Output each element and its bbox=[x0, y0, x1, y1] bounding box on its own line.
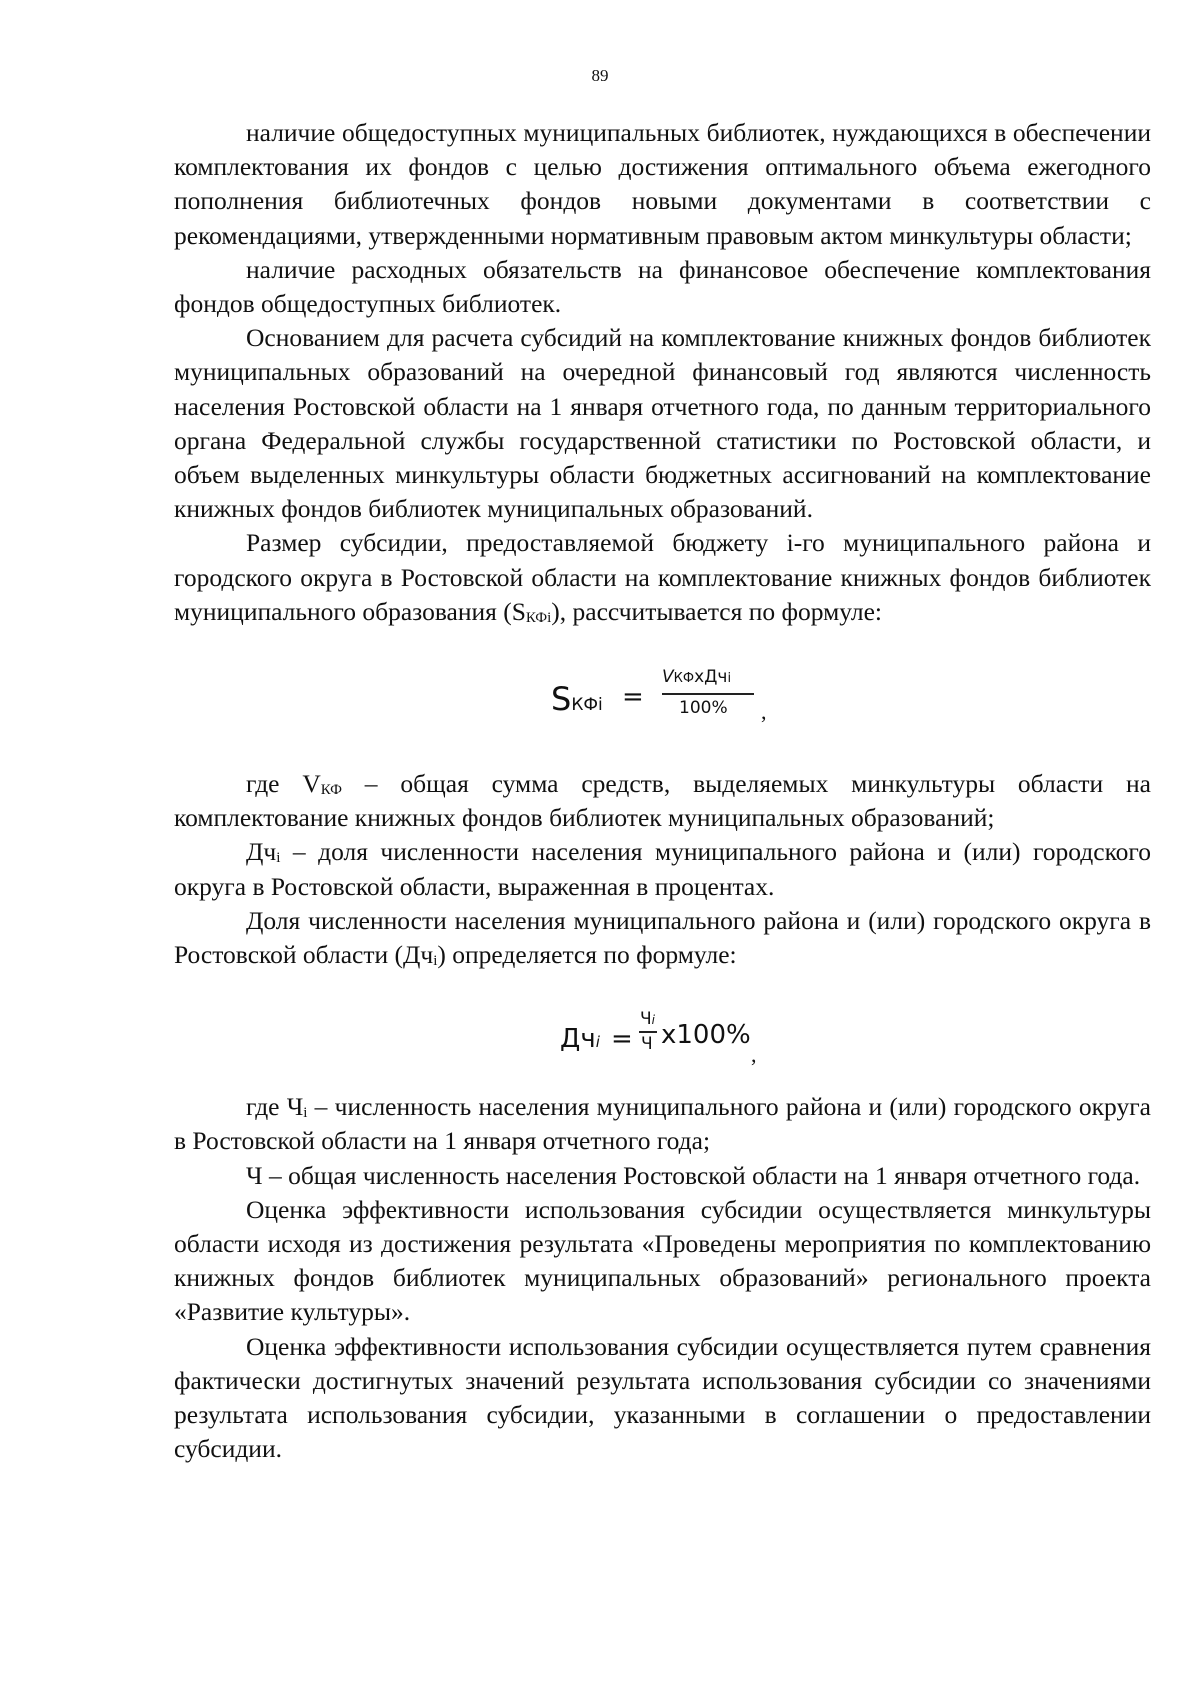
formula-denominator: 100% bbox=[679, 698, 728, 719]
paragraph-expense-obligations: наличие расходных обязательств на финансовое обеспечение комплектования фондов общедоступных библиотек. bbox=[174, 254, 1151, 319]
formula-equals: = bbox=[611, 1024, 633, 1055]
formula-numerator: Чi bbox=[640, 1009, 655, 1030]
subscript: i bbox=[303, 1105, 308, 1122]
formula-numerator: VКФxДчi bbox=[662, 667, 732, 688]
paragraph-where-ch: Ч – общая численность населения Ростовской области на 1 января отчетного года. bbox=[246, 1160, 1141, 1190]
formula-lhs: Дчi bbox=[560, 1024, 600, 1055]
formula-comma: , bbox=[761, 699, 767, 725]
paragraph-efficiency-assessment: Оценка эффективности использования субсидии осуществляется минкультуры области исходя из достижения результата «Проведены мероприятия по комплектованию книжных фондов библиотек муниципальных образований» регионального проекта «Развитие культуры». bbox=[174, 1194, 1151, 1327]
subscript: i bbox=[433, 953, 438, 970]
formula-comma: , bbox=[751, 1042, 757, 1068]
paragraph-efficiency-comparison: Оценка эффективности использования субсидии осуществляется путем сравнения фактически достигнутых значений результата использования субсидии со значениями результата использования субсидии, указанными в соглашении о предоставлении субсидии. bbox=[174, 1331, 1151, 1464]
paragraph-where-dch: Дчi – доля численности населения муниципального района и (или) городского округа в Ростовской области, выраженная в процентах. bbox=[174, 837, 1151, 901]
subscript: КФi bbox=[525, 609, 552, 626]
paragraph-subsidy-size: Размер субсидии, предоставляемой бюджету i-го муниципального района и городского округа в Ростовской области на комплектование книжных фондов библиотек муниципального образования (SКФi), рассчитывается по формуле: bbox=[174, 528, 1151, 626]
formula-subsidy bbox=[174, 629, 1151, 767]
subscript: i bbox=[276, 850, 281, 867]
paragraph-where-ch-i: где Чi – численность населения муниципального района и (или) городского округа в Ростовской области на 1 января отчетного года; bbox=[174, 1092, 1151, 1156]
paragraph-calculation-basis: Основанием для расчета субсидий на комплектование книжных фондов библиотек муниципальных образований на очередной финансовый год являются численность населения Ростовской области на 1 января отчетного года, по данным территориального органа Федеральной службы государственной статистики по Ростовской области, и объем выделенных минкультуры области бюджетных ассигнований на комплектование книжных фондов библиотек муниципальных образований. bbox=[174, 323, 1151, 524]
formula-lhs: SКФi bbox=[551, 680, 603, 719]
page-number: 89 bbox=[591, 66, 609, 85]
document-body bbox=[174, 116, 1151, 1467]
paragraph-population-share: Доля численности населения муниципального района и (или) городского округа в Ростовской области (Дчi) определяется по формуле: bbox=[174, 905, 1151, 970]
formula-denominator: Ч bbox=[641, 1034, 653, 1055]
formula-equals: = bbox=[622, 682, 644, 713]
formula-multiplier: x100% bbox=[661, 1020, 751, 1051]
formula-fraction-bar bbox=[639, 1031, 657, 1033]
formula-population-share bbox=[174, 972, 1151, 1090]
subscript: КФ bbox=[320, 782, 342, 799]
formula-fraction-bar bbox=[662, 693, 754, 695]
paragraph-where-v: где VКФ – общая сумма средств, выделяемых минкультуры области на комплектование книжных фондов библиотек муниципальных образований; bbox=[174, 769, 1151, 833]
paragraph-libraries-need: наличие общедоступных муниципальных библиотек, нуждающихся в обеспечении комплектования их фондов с целью достижения оптимального объема ежегодного пополнения библиотечных фондов новыми документами в соответствии с рекомендациями, утвержденными нормативным правовым актом минкультуры области; bbox=[174, 118, 1151, 250]
